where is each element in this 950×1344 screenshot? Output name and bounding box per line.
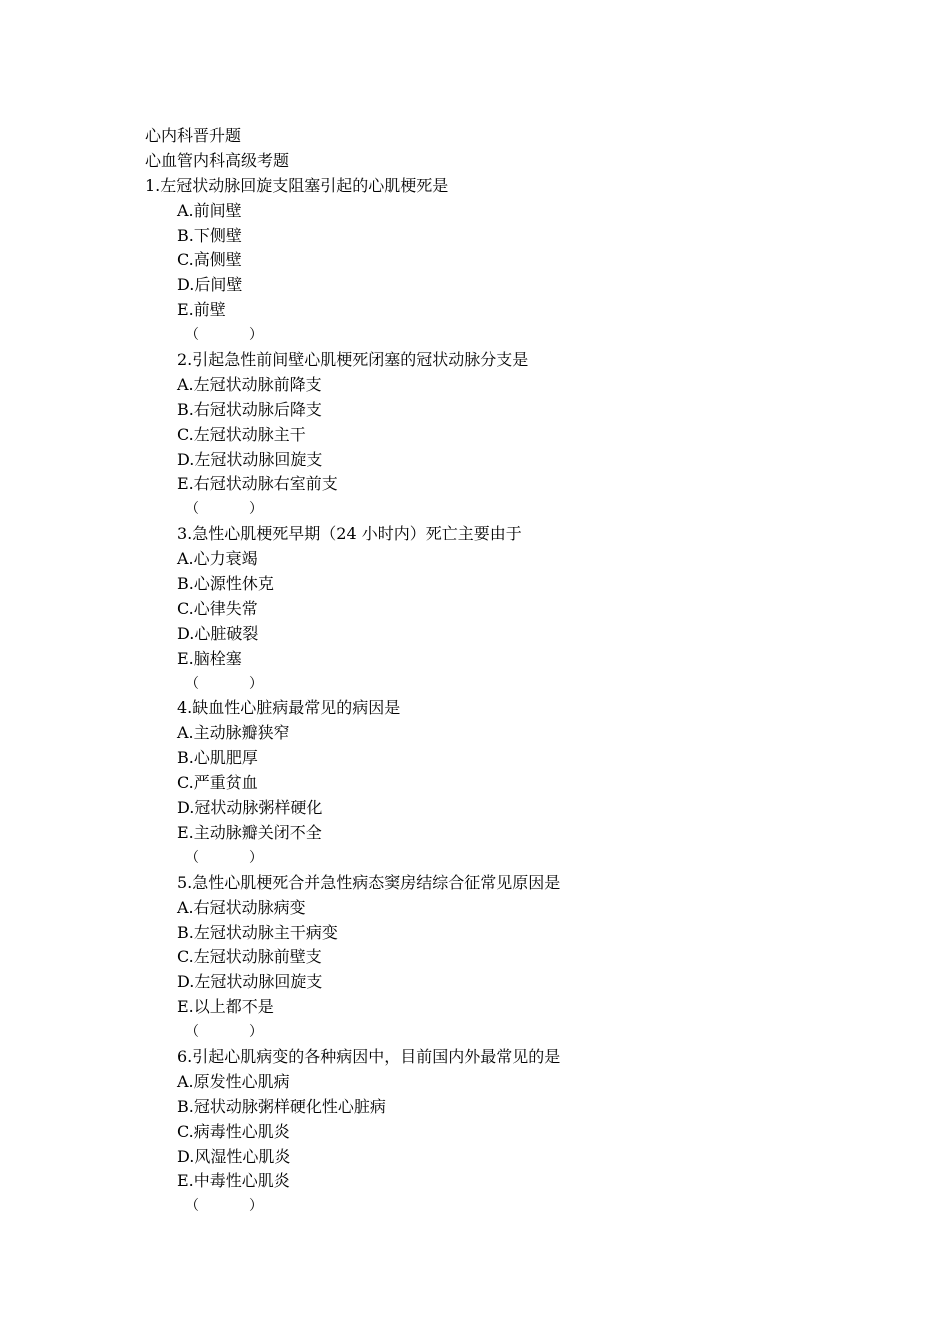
option-d: D.左冠状动脉回旋支 (177, 972, 323, 992)
option-e: E.脑栓塞 (177, 648, 242, 668)
option-a: A.左冠状动脉前降支 (177, 374, 322, 394)
option-a: A.主动脉瓣狭窄 (177, 723, 290, 743)
question-5 (145, 871, 845, 1045)
option-d: D.风湿性心肌炎 (177, 1146, 291, 1166)
answer-blank (145, 497, 845, 522)
option-b: B.右冠状动脉后降支 (177, 399, 322, 419)
paren-open: （ (185, 1198, 199, 1215)
paren-close: ） (249, 1024, 263, 1041)
question-2 (145, 348, 845, 522)
paren-close: ） (249, 1198, 263, 1215)
paren-open: （ (185, 1024, 199, 1041)
option-c: C.左冠状动脉主干 (177, 424, 306, 444)
paren-open: （ (185, 849, 199, 866)
answer-blank (145, 846, 845, 871)
document-page (145, 124, 845, 1219)
option-c: C.严重贫血 (177, 773, 258, 793)
option-b: B.冠状动脉粥样硬化性心脏病 (177, 1096, 386, 1116)
paren-open: （ (185, 501, 199, 518)
question-6 (145, 1045, 845, 1219)
option-e: E.以上都不是 (177, 997, 274, 1017)
option-e: E.前壁 (177, 300, 226, 320)
paren-open: （ (185, 327, 199, 344)
option-e: E.主动脉瓣关闭不全 (177, 822, 322, 842)
question-stem: 2.引起急性前间壁心肌梗死闭塞的冠状动脉分支是 (177, 350, 529, 370)
option-d: D.左冠状动脉回旋支 (177, 449, 323, 469)
option-b: B.下侧壁 (177, 225, 242, 245)
question-1 (145, 174, 845, 348)
answer-blank (145, 1194, 845, 1219)
option-b: B.心肌肥厚 (177, 748, 258, 768)
question-stem: 3.急性心肌梗死早期（24 小时内）死亡主要由于 (177, 524, 522, 544)
question-stem: 1.左冠状动脉回旋支阻塞引起的心肌梗死是 (145, 175, 449, 195)
doc-subtitle: 心血管内科高级考题 (145, 150, 290, 170)
option-e: E.中毒性心肌炎 (177, 1171, 290, 1191)
question-4 (145, 696, 845, 870)
question-3 (145, 522, 845, 696)
option-a: A.心力衰竭 (177, 549, 258, 569)
option-d: D.心脏破裂 (177, 623, 259, 643)
option-a: A.原发性心肌病 (177, 1071, 290, 1091)
option-c: C.左冠状动脉前壁支 (177, 947, 322, 967)
paren-close: ） (249, 501, 263, 518)
paren-close: ） (249, 849, 263, 866)
answer-blank (145, 672, 845, 697)
option-e: E.右冠状动脉右室前支 (177, 474, 338, 494)
option-a: A.前间壁 (177, 200, 242, 220)
option-b: B.左冠状动脉主干病变 (177, 922, 338, 942)
paren-close: ） (249, 675, 263, 692)
option-c: C.高侧壁 (177, 250, 242, 270)
option-c: C.病毒性心肌炎 (177, 1121, 290, 1141)
question-stem: 4.缺血性心脏病最常见的病因是 (177, 698, 401, 718)
option-b: B.心源性休克 (177, 574, 274, 594)
doc-title: 心内科晋升题 (145, 126, 242, 145)
paren-close: ） (249, 327, 263, 344)
option-d: D.后间壁 (177, 275, 243, 295)
question-stem: 6.引起心肌病变的各种病因中，目前国内外最常见的是 (177, 1046, 561, 1066)
answer-blank (145, 323, 845, 348)
option-c: C.心律失常 (177, 598, 258, 618)
paren-open: （ (185, 675, 199, 692)
question-stem: 5.急性心肌梗死合并急性病态窦房结综合征常见原因是 (177, 872, 561, 892)
answer-blank (145, 1020, 845, 1045)
option-a: A.右冠状动脉病变 (177, 897, 306, 917)
option-d: D.冠状动脉粥样硬化 (177, 798, 323, 818)
